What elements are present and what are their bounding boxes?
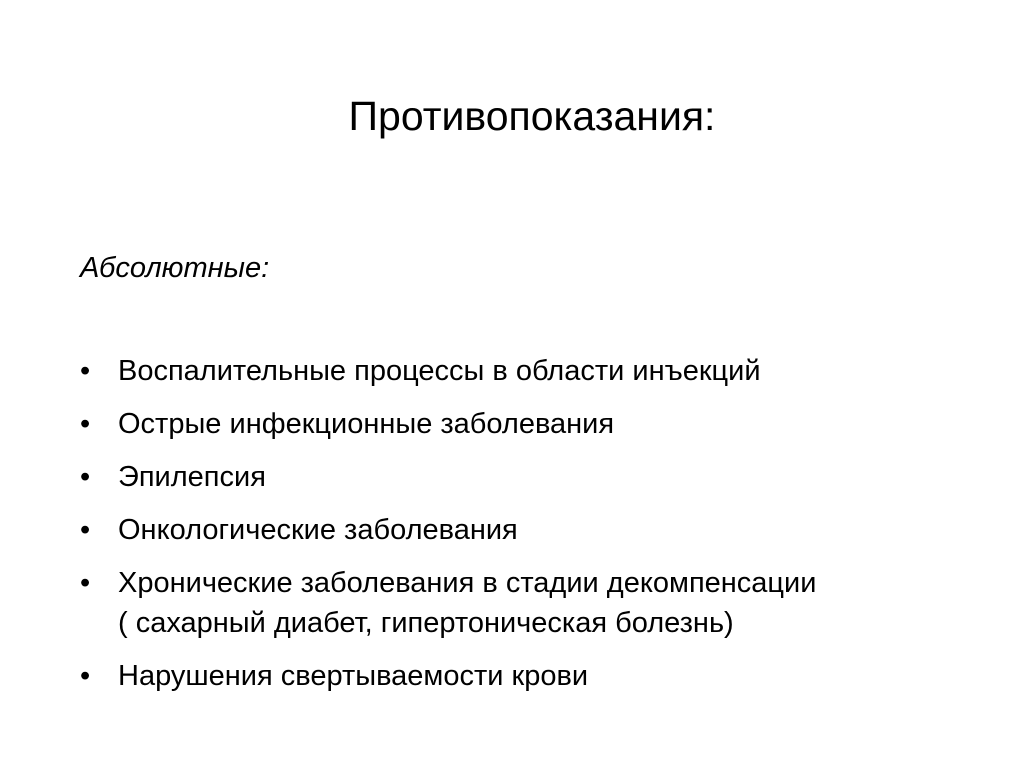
list-item — [80, 656, 980, 696]
list-item-text — [118, 457, 980, 497]
bullet-icon: • — [80, 660, 91, 692]
slide-subtitle: Абсолютные: — [80, 252, 270, 284]
bullet-icon: • — [80, 567, 91, 599]
list-item-line: Эпилепсия — [118, 461, 266, 493]
list-item-line: Хронические заболевания в стадии декомпенсации — [118, 567, 817, 599]
bullet-icon: • — [80, 408, 91, 440]
list-item — [80, 404, 980, 444]
contraindications-list — [80, 351, 980, 709]
list-item — [80, 351, 980, 391]
list-item — [80, 457, 980, 497]
bullet-icon: • — [80, 514, 91, 546]
slide-title: Противопоказания: — [348, 93, 716, 139]
list-item-line: Воспалительные процессы в области инъекций — [118, 355, 761, 387]
list-item-text — [118, 351, 980, 391]
bullet-icon: • — [80, 355, 91, 387]
bullet-icon: • — [80, 461, 91, 493]
list-item-text — [118, 404, 980, 444]
list-item — [80, 563, 980, 643]
list-item-text — [118, 563, 980, 643]
list-item — [80, 510, 980, 550]
list-item-text — [118, 510, 980, 550]
list-item-line: Нарушения свертываемости крови — [118, 660, 589, 692]
list-item-text — [118, 656, 980, 696]
list-item-line: Онкологические заболевания — [118, 514, 518, 546]
list-item-line: Острые инфекционные заболевания — [118, 408, 615, 440]
list-item-line: ( сахарный диабет, гипертоническая болезнь) — [118, 607, 734, 639]
